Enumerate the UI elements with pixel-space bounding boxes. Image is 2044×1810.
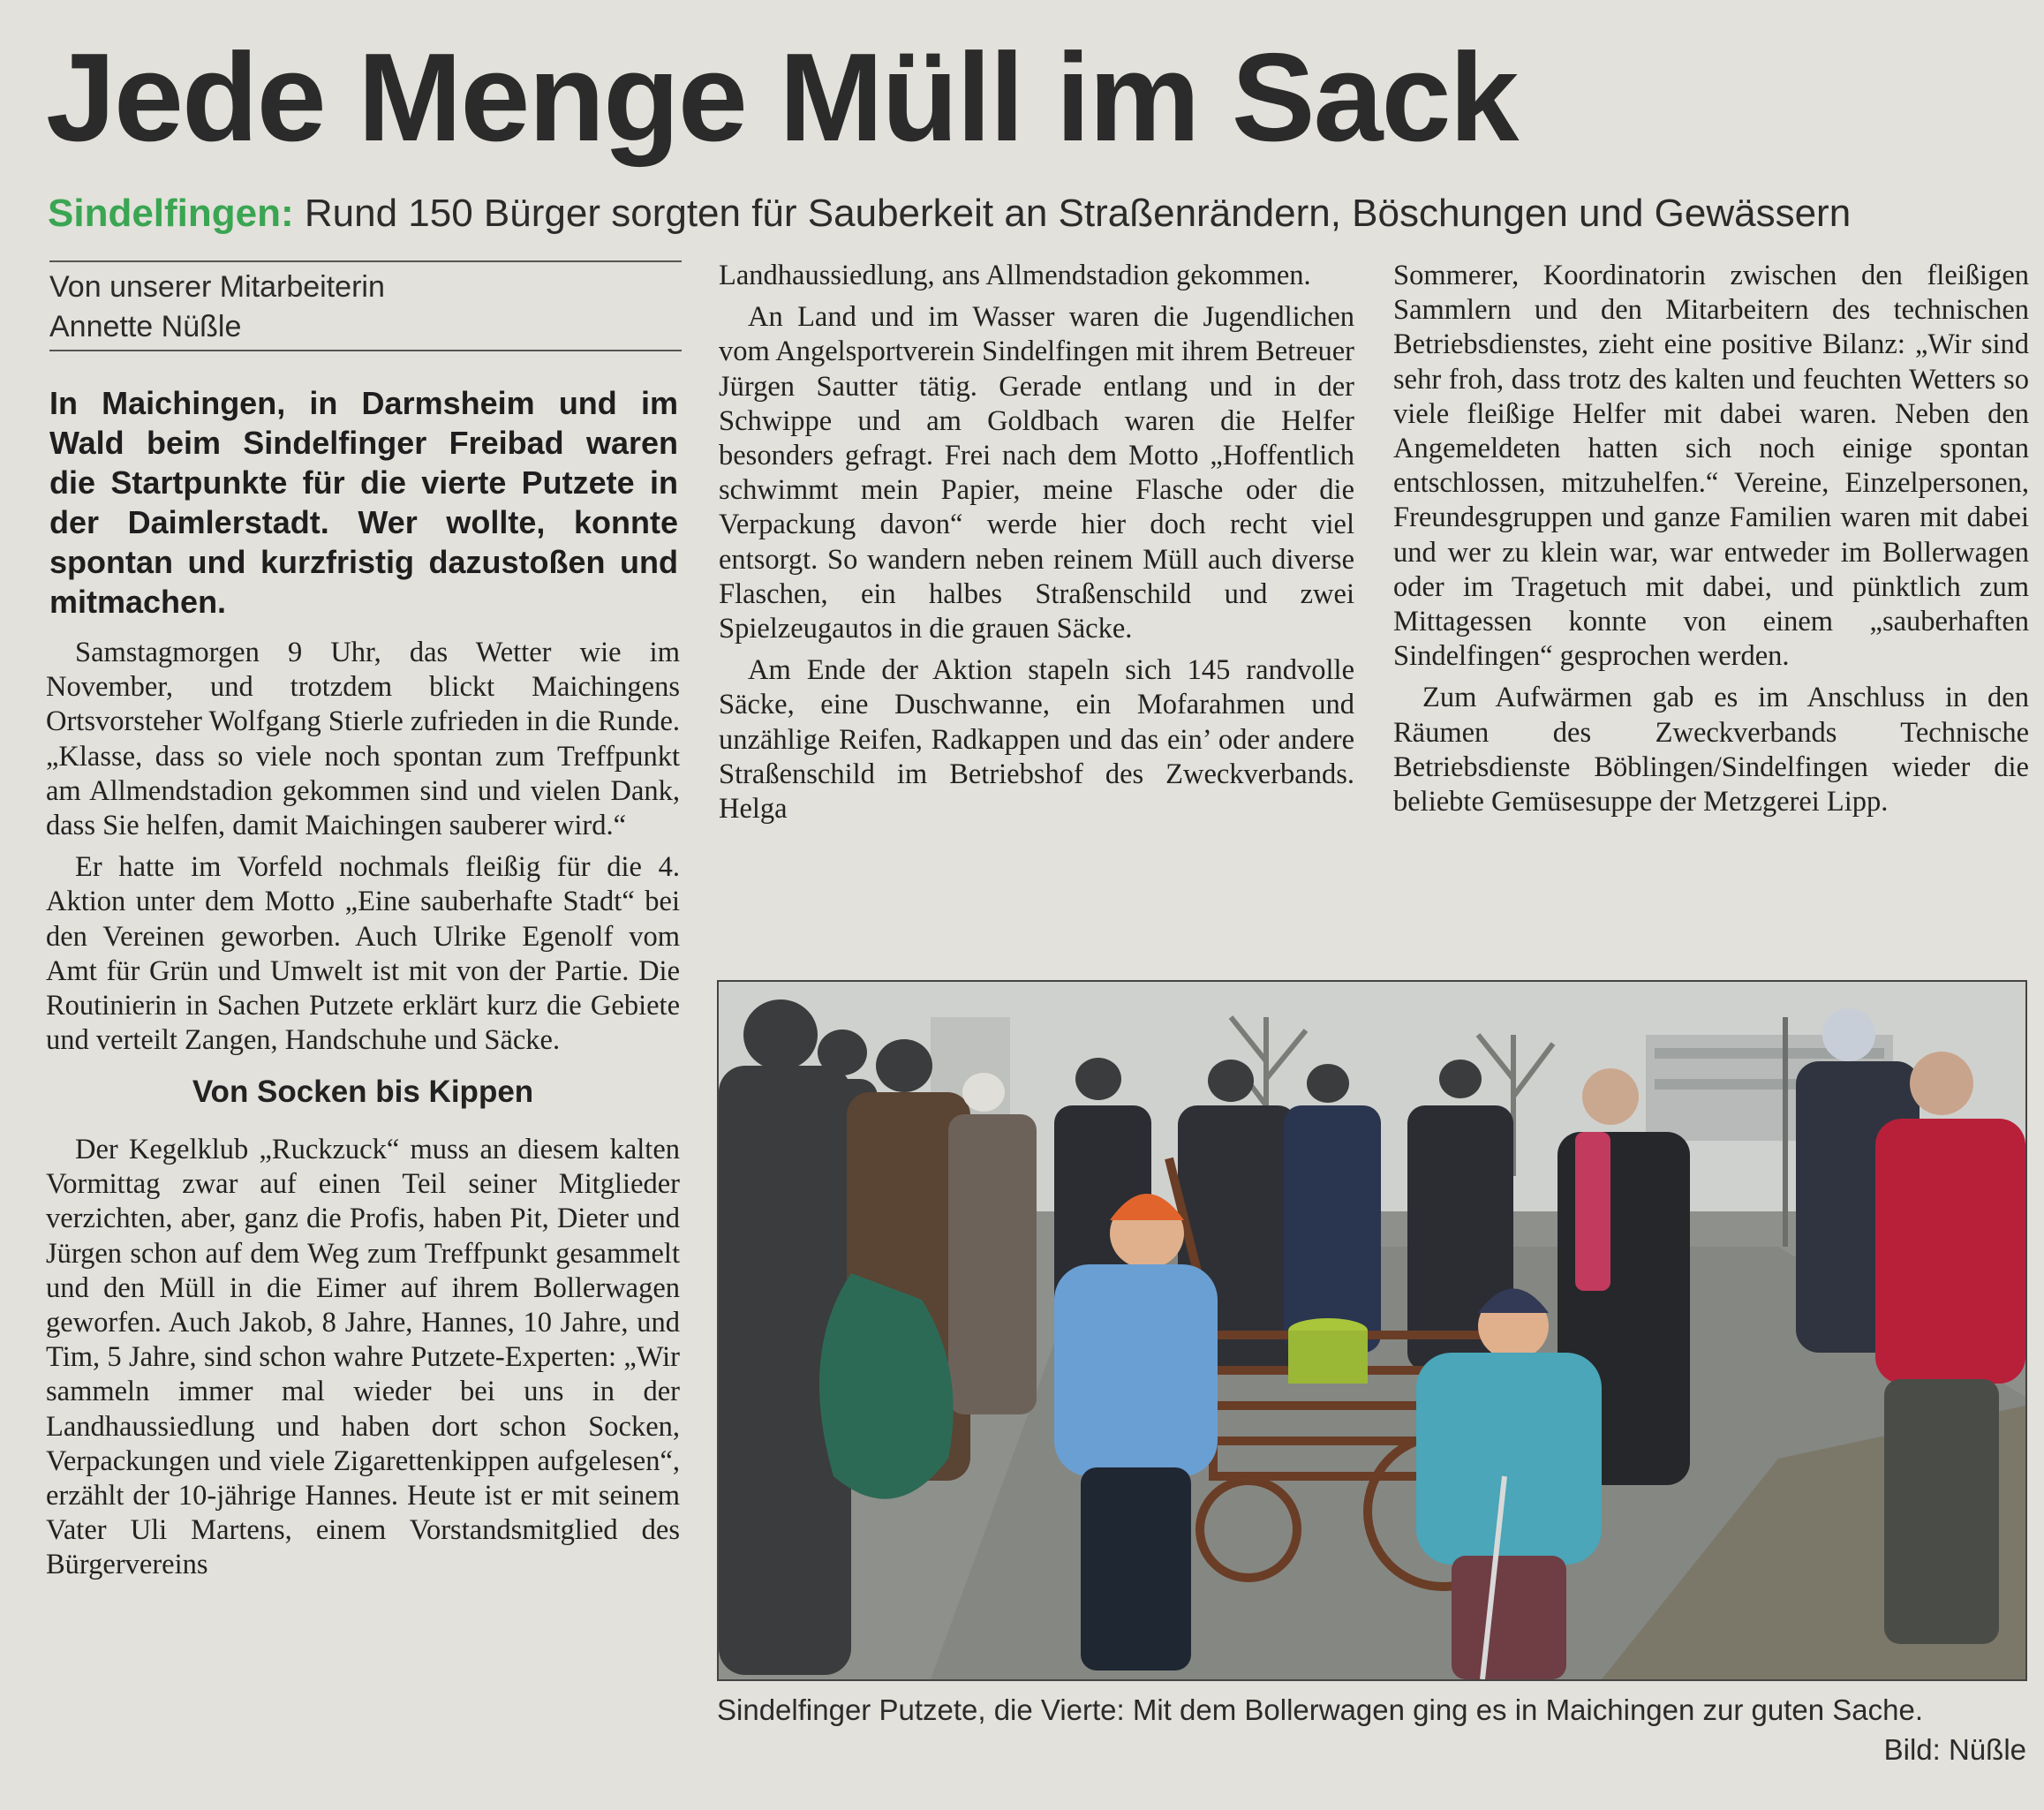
body-paragraph: Samstagmorgen 9 Uhr, das Wetter wie im November, und trotzdem blickt Maichingens Ortsvorsteher Wolfgang Stierle zufrieden in die Runde. „Klasse, dass so viele noch spontan zum Treffpunkt am Allmendstadion gekommen sind und vielen Dank, dass Sie helfen, damit Maichingen sauberer wird.“ (46, 637, 680, 842)
subheadline (48, 192, 1851, 235)
body-paragraph: Sommerer, Koordinatorin zwischen den fleißigen Sammlern und den Mitarbeitern des technischen Betriebsdienstes, zieht eine positive Bilanz: „Wir sind sehr froh, dass trotz des kalten und feuchten Wetters so viele fleißige Helfer mit dabei waren. Neben den Angemeldeten hatten sich noch einige spontan entschlossen, mitzuhelfen.“ Vereine, Einzelpersonen, Freundesgruppen und ganze Familien waren mit dabei und wer zu klein war, war entweder im Bollerwagen oder im Tragetuch mit dabei, und pünktlich zum Mittagessen konnte von einem „sauberhaften Sindelfingen“ gesprochen werden. (1393, 260, 2029, 673)
byline (49, 268, 668, 347)
section-subheading: Von Socken bis Kippen (192, 1075, 534, 1110)
column-2 (719, 259, 1354, 833)
body-paragraph: Er hatte im Vorfeld nochmals fleißig für die 4. Aktion unter dem Motto „Eine sauberhafte Stadt“ bei den Vereinen geworben. Auch Ulrike Egenolf vom Amt für Grün und Umwelt ist mit von der Partie. Die Routinierin in Sachen Putzete erklärt kurz die Gebiete und verteilt Zangen, Handschuhe und Säcke. (46, 851, 680, 1057)
byline-author: Annette Nüßle (49, 310, 242, 343)
column-3 (1393, 259, 2029, 826)
byline-top-rule (49, 260, 682, 262)
photo-credit: Bild: Nüßle (1883, 1733, 2026, 1766)
body-paragraph: Der Kegelklub „Ruckzuck“ muss an diesem kalten Vormittag zwar auf einen Teil seiner Mitglieder verzichten, aber, ganz die Profis, haben Pit, Dieter und Jürgen schon auf dem Weg zum Treffpunkt gesammelt und den Müll in die Eimer auf ihrem Bollerwagen geworfen. Auch Jakob, 8 Jahre, Hannes, 10 Jahre, und Tim, 5 Jahre, sind schon wahre Putzete-Experten: „Wir sammeln immer mal wieder bei uns in der Landhaussiedlung und haben dort schon Socken, Verpackungen und viele Zigarettenkippen aufgelesen“, erzählt der 10-jährige Hannes. Heute ist er mit seinem Vater Uli Martens, einem Vorstandsmitglied des Bürgervereins (46, 1133, 680, 1581)
subheadline-text: Rund 150 Bürger sorgten für Sauberkeit an Straßenrändern, Böschungen und Gewässern (293, 192, 1852, 235)
byline-bottom-rule (49, 350, 682, 351)
lead-paragraph: In Maichingen, in Darmsheim und im Wald beim Sindelfinger Freibad waren die Startpunkte für die vierte Putzete in der Daimlerstadt. Wer wollte, konnte spontan und kurzfristig dazustoßen und mitmachen. (49, 385, 678, 620)
body-paragraph: Zum Aufwärmen gab es im Anschluss in den Räumen des Zweckverbands Technische Betriebsdienste Böblingen/Sindelfingen wieder die beliebte Gemüsesuppe der Metzgerei Lipp. (1393, 682, 2029, 818)
group-photo-illustration (719, 982, 2025, 1679)
body-paragraph: An Land und im Wasser waren die Jugendlichen vom Angelsportverein Sindelfingen mit ihrem Betreuer Jürgen Sautter tätig. Gerade entlang und in der Schwippe und am Goldbach waren die Helfer besonders gefragt. Frei nach dem Motto „Hoffentlich schwimmt mein Papier, meine Flasche oder die Verpackung davon“ werde hier doch recht viel entsorgt. So wandern neben reinem Müll auch diverse Flaschen, ein halbes Straßenschild und zwei Spielzeugautos in die grauen Säcke. (719, 301, 1354, 645)
column-1 (46, 636, 680, 1590)
body-paragraph: Landhaussiedlung, ans Allmendstadion gekommen. (719, 260, 1311, 291)
byline-role: Von unserer Mitarbeiterin (49, 270, 385, 304)
photo-caption: Sindelfinger Putzete, die Vierte: Mit dem Bollerwagen ging es in Maichingen zur guten Sache. (717, 1693, 1924, 1726)
article-photo (717, 980, 2027, 1681)
dateline-place: Sindelfingen: (48, 192, 294, 235)
body-paragraph: Am Ende der Aktion stapeln sich 145 randvolle Säcke, eine Duschwanne, ein Mofarahmen und unzählige Reifen, Radkappen und das ein’ oder andere Straßenschild im Betriebshof des Zweckverbands. Helga (719, 654, 1354, 826)
headline: Jede Menge Müll im Sack (46, 27, 1518, 168)
